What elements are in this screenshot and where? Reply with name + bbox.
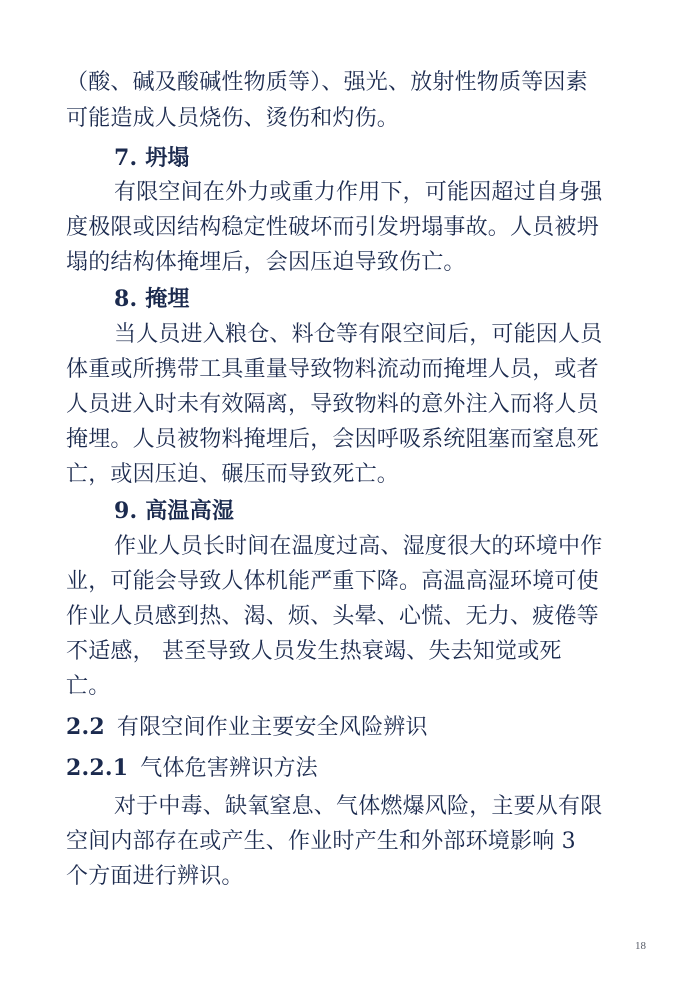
text-line: 人员进入时未有效隔离，导致物料的意外注入而将人员 [66,392,599,417]
text-line: 作业人员感到热、渴、烦、头晕、心慌、无力、疲倦等 [66,604,599,629]
text-line: 当人员进入粮仓、料仓等有限空间后，可能因人员 [114,322,603,347]
text-line: 可能造成人员烧伤、烫伤和灼伤。 [66,106,400,131]
text-line: 业，可能会导致人体机能严重下降。高温高湿环境可使 [66,569,599,594]
text-line: （酸、碱及酸碱性物质等）、强光、放射性物质等因素 [66,70,588,95]
text-line: 有限空间在外力或重力作用下，可能因超过自身强 [114,180,603,205]
text-line: 空间内部存在或产生、作业时产生和外部环境影响 3 [66,829,576,854]
section-number: 2.2.1 [66,755,129,781]
text-line: 体重或所携带工具重量导致物料流动而掩埋人员，或者 [66,357,599,382]
text-line: 个方面进行辨识。 [66,864,244,889]
text-line: 不适感， 甚至导致人员发生热衰竭、失去知觉或死 [66,639,562,664]
heading-burial: 8. 掩埋 [114,286,190,312]
text-line: 度极限或因结构稳定性破坏而引发坍塌事故。人员被坍 [66,215,599,240]
section-heading-2-2-1 [66,751,636,786]
page-number: 18 [635,940,646,952]
heading-collapse: 7. 坍塌 [114,145,190,171]
text-line: 塌的结构体掩埋后，会因压迫导致伤亡。 [66,250,466,275]
section-title: 有限空间作业主要安全风险辨识 [116,715,428,740]
section-number: 2.2 [66,714,105,740]
text-line: 作业人员长时间在温度过高、湿度很大的环境中作 [114,534,603,559]
section-title: 气体危害辨识方法 [140,756,318,781]
heading-high-temp-humidity: 9. 高温高湿 [114,498,235,524]
text-line: 亡。 [66,674,111,699]
text-line: 掩埋。人员被物料掩埋后，会因呼吸系统阻塞而窒息死 [66,427,599,452]
text-line: 对于中毒、缺氧窒息、气体燃爆风险，主要从有限 [114,794,603,819]
text-line: 亡，或因压迫、碾压而导致死亡。 [66,462,400,487]
section-heading-2-2 [66,710,636,745]
